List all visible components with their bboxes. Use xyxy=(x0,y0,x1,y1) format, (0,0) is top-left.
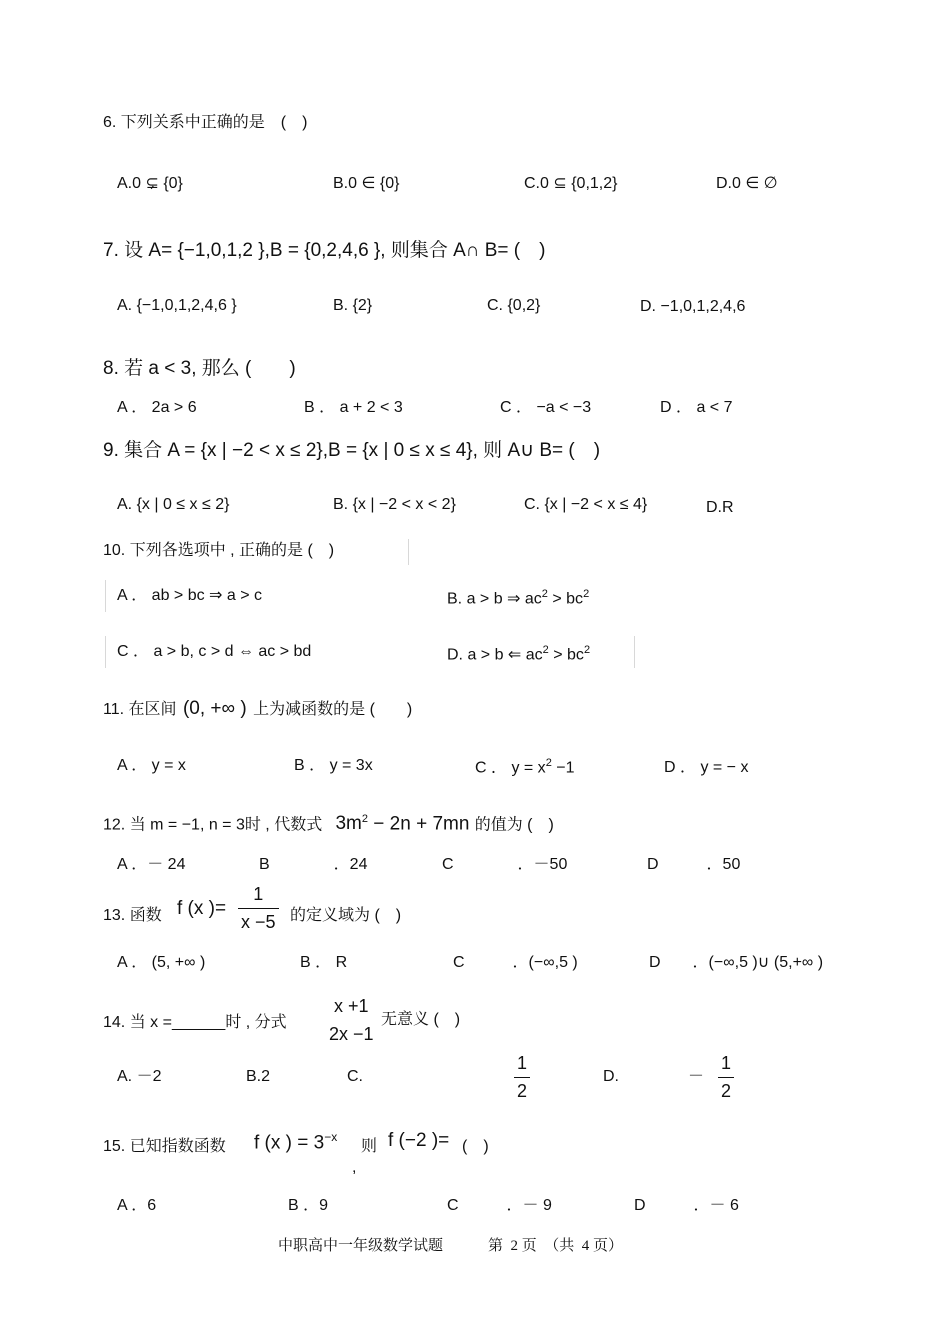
q12-stem-suffix: 的值为 ( ) xyxy=(474,816,554,834)
q15-comma: , xyxy=(352,1159,357,1176)
q10-option-d-right: > bc xyxy=(548,646,584,664)
exponent: 2 xyxy=(361,813,369,825)
q10-option-c: C ． a > b, c > d ⇔ ac > bd xyxy=(117,643,312,660)
q15-option-b: B ．9 xyxy=(288,1197,329,1214)
exponent: 2 xyxy=(541,588,548,600)
q13-stem-suffix: 的定义域为 ( ) xyxy=(290,907,402,924)
q12-expression-rest: − 2n + 7mn xyxy=(368,813,470,835)
question-12-stem xyxy=(103,814,554,833)
q14-option-d: D. xyxy=(603,1068,619,1085)
q10-option-b-right: > bc xyxy=(547,590,584,608)
exponent: 2 xyxy=(542,644,549,656)
q14-stem-mid: 时 , 分式 xyxy=(225,1014,287,1031)
q15-function-value: f (−2 )= xyxy=(388,1130,450,1151)
q7-option-a: A. {−1,0,1,2,4,6 } xyxy=(117,297,237,314)
q15-option-c: C ．－ 9 xyxy=(447,1197,552,1214)
q13-option-d: D ．(−∞,5 )∪ (5,+∞ ) xyxy=(649,954,824,971)
fraction-denominator: 2x −1 xyxy=(329,1024,374,1044)
q11-option-a: A ． y = x xyxy=(117,757,186,774)
q11-option-c-right: −1 xyxy=(551,759,575,777)
question-14-stem xyxy=(103,1012,287,1031)
q15-option-d: D ．－ 6 xyxy=(634,1197,739,1214)
table-border xyxy=(408,539,409,565)
q14-fraction xyxy=(326,996,377,1045)
exponent: −x xyxy=(324,1130,338,1144)
table-border xyxy=(634,636,635,668)
q9-option-a: A. {x | 0 ≤ x ≤ 2} xyxy=(117,496,230,513)
q12-option-d: D ．50 xyxy=(647,856,741,873)
fraction-denominator: 2 xyxy=(517,1081,528,1101)
page-footer: 中职高中一年级数学试题 第 2 页 （共 4 页） xyxy=(278,1238,624,1254)
q13-fraction xyxy=(238,884,279,933)
q15-stem-prefix: 15. 已知指数函数 xyxy=(103,1138,226,1155)
q14-option-d-sign: － xyxy=(688,1068,705,1085)
fraction-numerator: 1 xyxy=(721,1053,732,1073)
q13-option-a: A ． (5, +∞ ) xyxy=(117,954,206,971)
q11-option-d: D ． y = − x xyxy=(664,759,749,776)
question-7-stem: 7. 设 A= {−1,0,1,2 },B = {0,2,4,6 }, 则集合 A∩ B= ( ) xyxy=(103,240,546,261)
q14-stem-prefix: 14. 当 x = xyxy=(103,1014,172,1031)
q14-stem-suffix: 无意义 ( ) xyxy=(381,1011,461,1028)
question-8-stem: 8. 若 a < 3, 那么 ( ) xyxy=(103,358,296,379)
q15-function-base: f (x ) = 3 xyxy=(254,1132,325,1154)
fraction-numerator: 1 xyxy=(253,884,264,904)
q14-option-d-fraction xyxy=(718,1053,734,1102)
q8-option-d: D ． a < 7 xyxy=(660,399,733,416)
q11-option-c-left: C ． y = x xyxy=(475,759,546,777)
q9-option-d: D.R xyxy=(706,499,734,516)
q13-function: f (x )= xyxy=(177,898,227,919)
fraction-numerator: x +1 xyxy=(334,996,369,1016)
fraction-denominator: x −5 xyxy=(241,912,276,932)
q13-option-c: C ．(−∞,5 ) xyxy=(453,954,578,971)
q6-option-b: B.0 ∈ {0} xyxy=(333,175,400,192)
q12-option-c: C ．－50 xyxy=(442,856,568,873)
question-11-stem xyxy=(103,699,412,718)
q8-option-a: A ． 2a > 6 xyxy=(117,399,197,416)
q10-option-b xyxy=(447,589,589,607)
q14-option-c: C. xyxy=(347,1068,363,1085)
exponent: 2 xyxy=(583,644,591,656)
q7-option-b: B. {2} xyxy=(333,297,373,314)
table-border xyxy=(105,636,106,668)
q12-option-a: A ．－ 24 xyxy=(117,856,186,873)
question-9-stem: 9. 集合 A = {x | −2 < x ≤ 2},B = {x | 0 ≤ x ≤ 4}, 则 A∪ B= ( ) xyxy=(103,440,601,461)
q12-option-b: B ．24 xyxy=(259,856,368,873)
fraction-bar xyxy=(326,1020,377,1021)
fraction-bar xyxy=(718,1077,734,1078)
q10-option-d xyxy=(447,645,590,663)
q11-stem-prefix: 11. 在区间 xyxy=(103,701,177,718)
q12-expression: 3m xyxy=(335,813,362,835)
q13-option-b: B ． R xyxy=(300,954,348,971)
q14-option-c-fraction xyxy=(514,1053,530,1102)
q8-option-b: B ． a + 2 < 3 xyxy=(304,399,403,416)
question-10-stem: 10. 下列各选项中 , 正确的是 ( ) xyxy=(103,542,335,559)
q14-option-a: A. －2 xyxy=(117,1068,162,1085)
q11-option-c xyxy=(475,758,575,776)
q7-option-c: C. {0,2} xyxy=(487,297,541,314)
q10-option-b-left: B. a > b ⇒ ac xyxy=(447,590,542,608)
q13-stem-prefix: 13. 函数 xyxy=(103,907,162,924)
q15-then: 则 xyxy=(361,1138,378,1155)
q9-option-b: B. {x | −2 < x < 2} xyxy=(333,496,456,513)
q15-option-a: A ．6 xyxy=(117,1197,157,1214)
q8-option-c: C ． −a < −3 xyxy=(500,399,592,416)
q11-option-b: B ． y = 3x xyxy=(294,757,373,774)
fraction-bar xyxy=(238,908,279,909)
table-border xyxy=(105,580,106,612)
q11-interval: (0, +∞ ) xyxy=(182,698,247,719)
q15-answer-paren: ( ) xyxy=(462,1138,489,1155)
question-6-stem: 6. 下列关系中正确的是 ( ) xyxy=(103,114,308,131)
q6-option-d: D.0 ∈ ∅ xyxy=(716,175,778,192)
q14-option-b: B.2 xyxy=(246,1068,271,1085)
q9-option-c: C. {x | −2 < x ≤ 4} xyxy=(524,496,648,513)
q6-option-c: C.0 ⊆ {0,1,2} xyxy=(524,175,618,192)
q7-option-d: D. −1,0,1,2,4,6 xyxy=(640,298,746,315)
q10-option-d-left: D. a > b ⇐ ac xyxy=(447,646,543,664)
q11-stem-suffix: 上为减函数的是 ( ) xyxy=(253,701,413,718)
fraction-denominator: 2 xyxy=(721,1081,732,1101)
q10-option-a: A ． ab > bc ⇒ a > c xyxy=(117,587,263,604)
fraction-numerator: 1 xyxy=(517,1053,528,1073)
q6-option-a: A.0 ⊊ {0} xyxy=(117,175,183,192)
q15-function xyxy=(254,1131,337,1152)
fraction-bar xyxy=(514,1077,530,1078)
exponent: 2 xyxy=(583,588,590,600)
exponent: 2 xyxy=(545,757,552,769)
q14-blank: ______ xyxy=(171,1014,226,1031)
q12-stem-prefix: 12. 当 m = −1, n = 3时 , 代数式 xyxy=(103,816,323,834)
